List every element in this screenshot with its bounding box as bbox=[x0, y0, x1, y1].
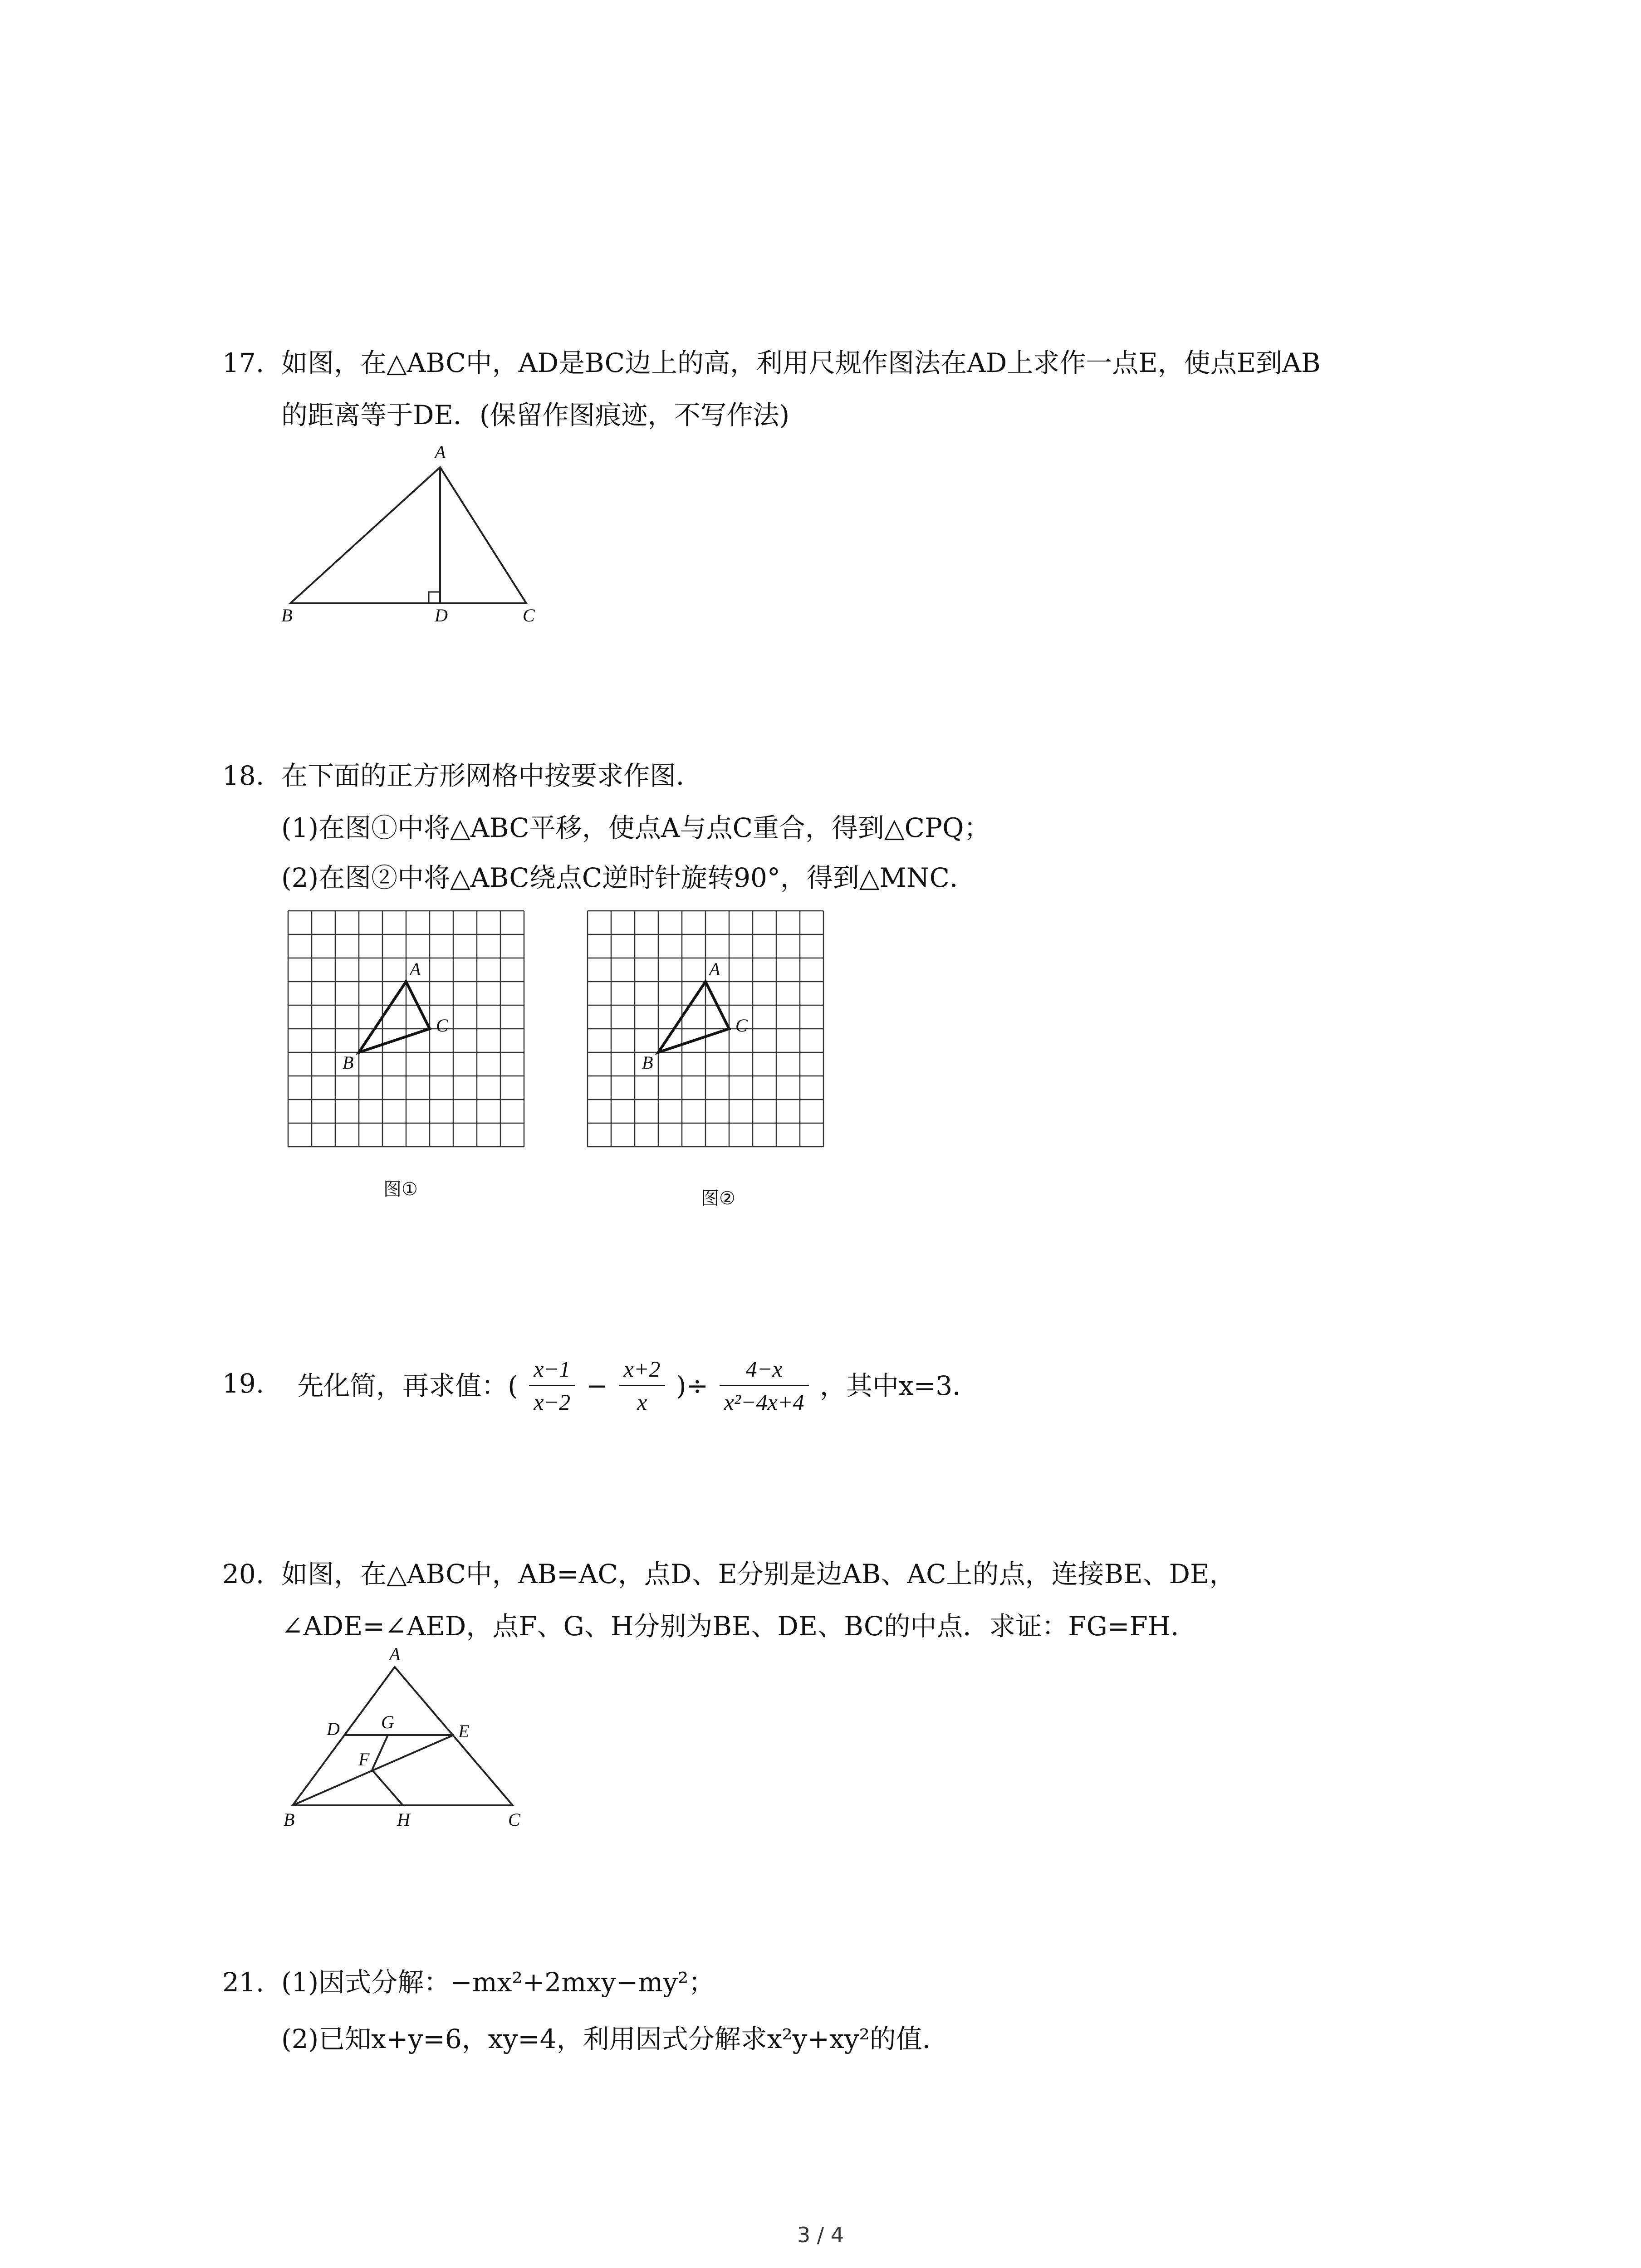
label-c: C bbox=[523, 605, 535, 626]
label-c: C bbox=[436, 1015, 448, 1036]
fraction-3-numerator: 4−x bbox=[720, 1353, 809, 1386]
q17-line2: 的距离等于DE．(保留作图痕迹，不写作法) bbox=[281, 400, 790, 430]
label-c: C bbox=[735, 1015, 748, 1036]
triangle-abc bbox=[359, 982, 430, 1052]
q20-line1: 如图，在△ABC中，AB=AC，点D、E分别是边AB、AC上的点，连接BE、DE， bbox=[281, 1559, 1236, 1589]
label-a: A bbox=[435, 442, 446, 462]
segment-fh bbox=[372, 1770, 403, 1805]
label-a: A bbox=[709, 959, 720, 979]
grid-figure-2 bbox=[583, 906, 828, 1151]
fraction-2 bbox=[619, 1353, 665, 1418]
label-d: D bbox=[435, 605, 448, 626]
right-angle-mark bbox=[429, 592, 440, 603]
label-c: C bbox=[508, 1809, 520, 1830]
triangle-abc bbox=[293, 1667, 513, 1805]
q21-number: 21. bbox=[222, 1967, 265, 1998]
q20-number: 20. bbox=[222, 1559, 265, 1589]
q21-line2: (2)已知x+y=6，xy=4，利用因式分解求x²y+xy²的值． bbox=[281, 2024, 949, 2054]
grid-figure-1 bbox=[284, 906, 529, 1151]
q20-figure bbox=[272, 1644, 554, 1837]
figure-caption-1: 图① bbox=[383, 1179, 418, 1200]
fraction-1-denominator: x−2 bbox=[534, 1389, 571, 1415]
q17-figure bbox=[272, 440, 554, 631]
label-h: H bbox=[397, 1809, 410, 1830]
q17-line1: 如图，在△ABC中，AD是BC边上的高，利用尺规作图法在AD上求作一点E，使点E到AB bbox=[281, 347, 1321, 378]
label-b: B bbox=[281, 605, 293, 626]
page-number: 3 / 4 bbox=[797, 2223, 844, 2247]
q19-expression bbox=[222, 1349, 979, 1420]
q19-minus: − bbox=[586, 1370, 608, 1401]
q21-line1: (1)因式分解：−mx²+2mxy−my²； bbox=[281, 1967, 715, 1998]
q18-line3: (2)在图②中将△ABC绕点C逆时针旋转90°，得到△MNC． bbox=[281, 862, 976, 893]
label-f: F bbox=[358, 1749, 370, 1769]
q19-prefix: 先化简，再求值：( bbox=[297, 1370, 518, 1401]
q18-line1: 在下面的正方形网格中按要求作图． bbox=[281, 760, 703, 791]
fraction-2-numerator: x+2 bbox=[619, 1353, 665, 1386]
q19-close-divide: )÷ bbox=[676, 1370, 709, 1401]
label-b: B bbox=[343, 1052, 354, 1073]
label-a: A bbox=[389, 1644, 401, 1664]
fraction-3 bbox=[720, 1353, 809, 1418]
triangle-abc bbox=[658, 982, 729, 1052]
triangle-abc bbox=[290, 467, 526, 603]
label-e: E bbox=[458, 1721, 470, 1741]
q17-number: 17. bbox=[222, 347, 265, 378]
label-b: B bbox=[284, 1809, 295, 1830]
label-d: D bbox=[327, 1719, 340, 1739]
q18-line2: (1)在图①中将△ABC平移，使点A与点C重合，得到△CPQ； bbox=[281, 812, 990, 843]
figure-caption-2: 图② bbox=[701, 1188, 735, 1209]
label-b: B bbox=[642, 1052, 653, 1073]
q18-number: 18. bbox=[222, 760, 265, 791]
label-a: A bbox=[410, 959, 421, 979]
fraction-3-denominator: x²−4x+4 bbox=[724, 1389, 804, 1415]
q19-number: 19. bbox=[222, 1368, 265, 1399]
fraction-2-denominator: x bbox=[637, 1389, 647, 1415]
fraction-1 bbox=[529, 1353, 575, 1418]
q19-suffix: ，其中x=3． bbox=[819, 1370, 979, 1401]
q20-line2: ∠ADE=∠AED，点F、G、H分别为BE、DE、BC的中点．求证：FG=FH． bbox=[281, 1611, 1197, 1642]
fraction-1-numerator: x−1 bbox=[529, 1353, 575, 1386]
label-g: G bbox=[381, 1712, 394, 1732]
